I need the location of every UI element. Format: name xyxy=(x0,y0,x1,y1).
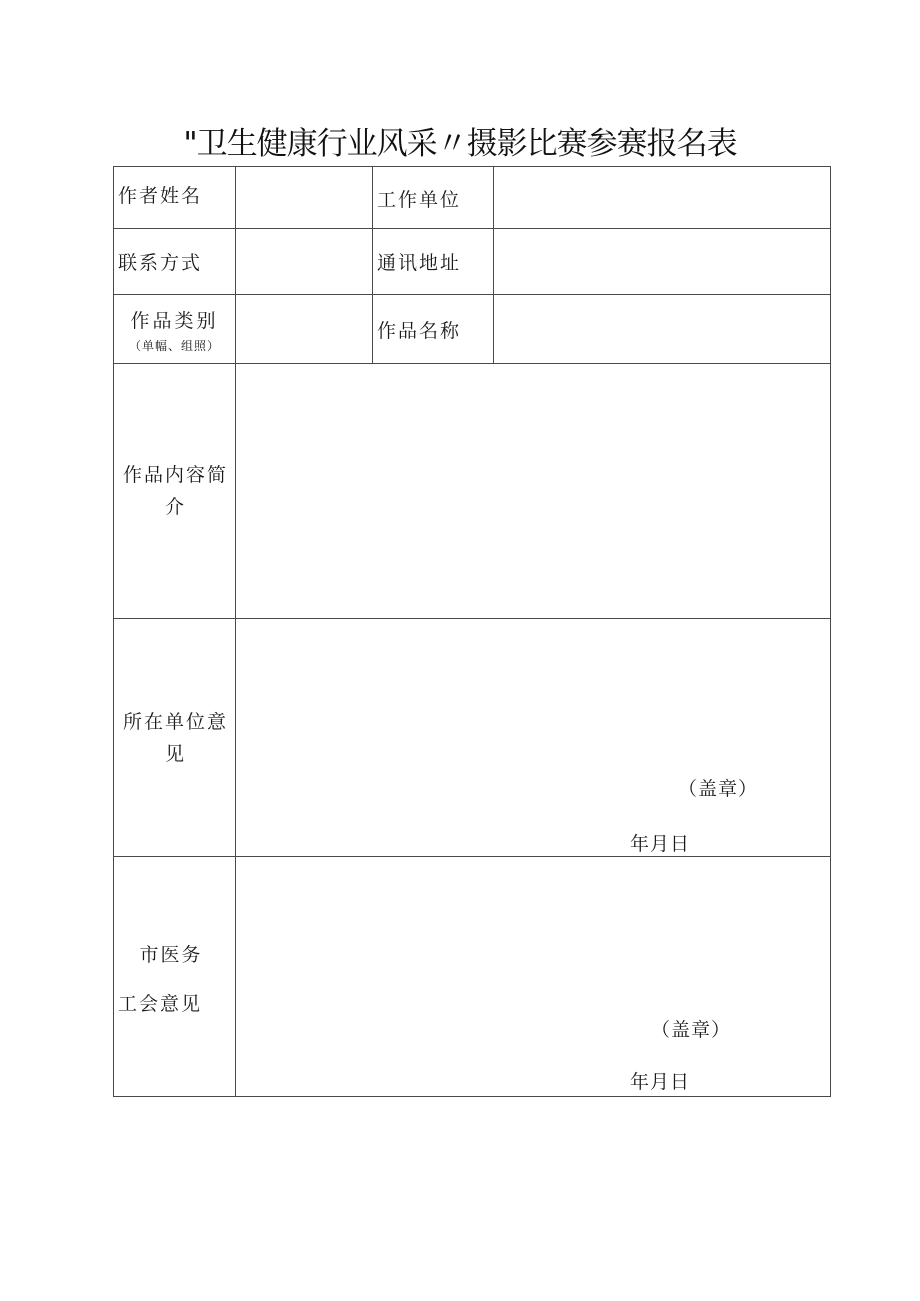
unit-seal-text: （盖章） xyxy=(678,778,759,800)
row-unit-opinion xyxy=(114,619,831,857)
form-title: "卫生健康行业风采〃摄影比赛参赛报名表 xyxy=(183,126,737,162)
union-opinion-label-line2: 工会意见 xyxy=(118,993,203,1015)
union-seal-text: （盖章） xyxy=(651,1019,732,1041)
union-date-text: 年月日 xyxy=(630,1071,691,1093)
intro-field[interactable] xyxy=(236,364,831,619)
row-category xyxy=(114,295,831,364)
intro-label-line1: 作品内容简 xyxy=(122,464,228,486)
category-field[interactable] xyxy=(236,295,373,364)
work-unit-label: 工作单位 xyxy=(373,167,494,229)
unit-opinion-field[interactable] xyxy=(236,619,831,857)
work-title-field[interactable] xyxy=(494,295,831,364)
intro-label-cell xyxy=(114,364,236,619)
unit-opinion-label-line1: 所在单位意 xyxy=(122,710,228,733)
unit-date-text: 年月日 xyxy=(630,833,691,855)
category-label: 作品类别 xyxy=(130,310,219,332)
intro-label-line2: 介 xyxy=(164,496,186,518)
row-union-opinion xyxy=(114,857,831,1097)
row-author xyxy=(114,167,831,229)
category-note: （单幅、组照） xyxy=(128,339,220,353)
work-unit-field[interactable] xyxy=(494,167,831,229)
union-opinion-label-line1: 市医务 xyxy=(139,944,203,966)
unit-opinion-label-cell xyxy=(114,619,236,857)
category-label-cell xyxy=(114,295,236,364)
row-intro xyxy=(114,364,831,619)
union-opinion-label-cell xyxy=(114,857,236,1097)
author-name-label: 作者姓名 xyxy=(114,167,236,229)
registration-form-table xyxy=(113,166,831,1097)
contact-field[interactable] xyxy=(236,229,373,295)
address-label: 通讯地址 xyxy=(373,229,494,295)
unit-opinion-label-line2: 见 xyxy=(164,742,186,765)
work-title-label: 作品名称 xyxy=(373,295,494,364)
row-contact xyxy=(114,229,831,295)
address-field[interactable] xyxy=(494,229,831,295)
contact-label: 联系方式 xyxy=(114,229,236,295)
author-name-field[interactable] xyxy=(236,167,373,229)
union-opinion-field[interactable] xyxy=(236,857,831,1097)
